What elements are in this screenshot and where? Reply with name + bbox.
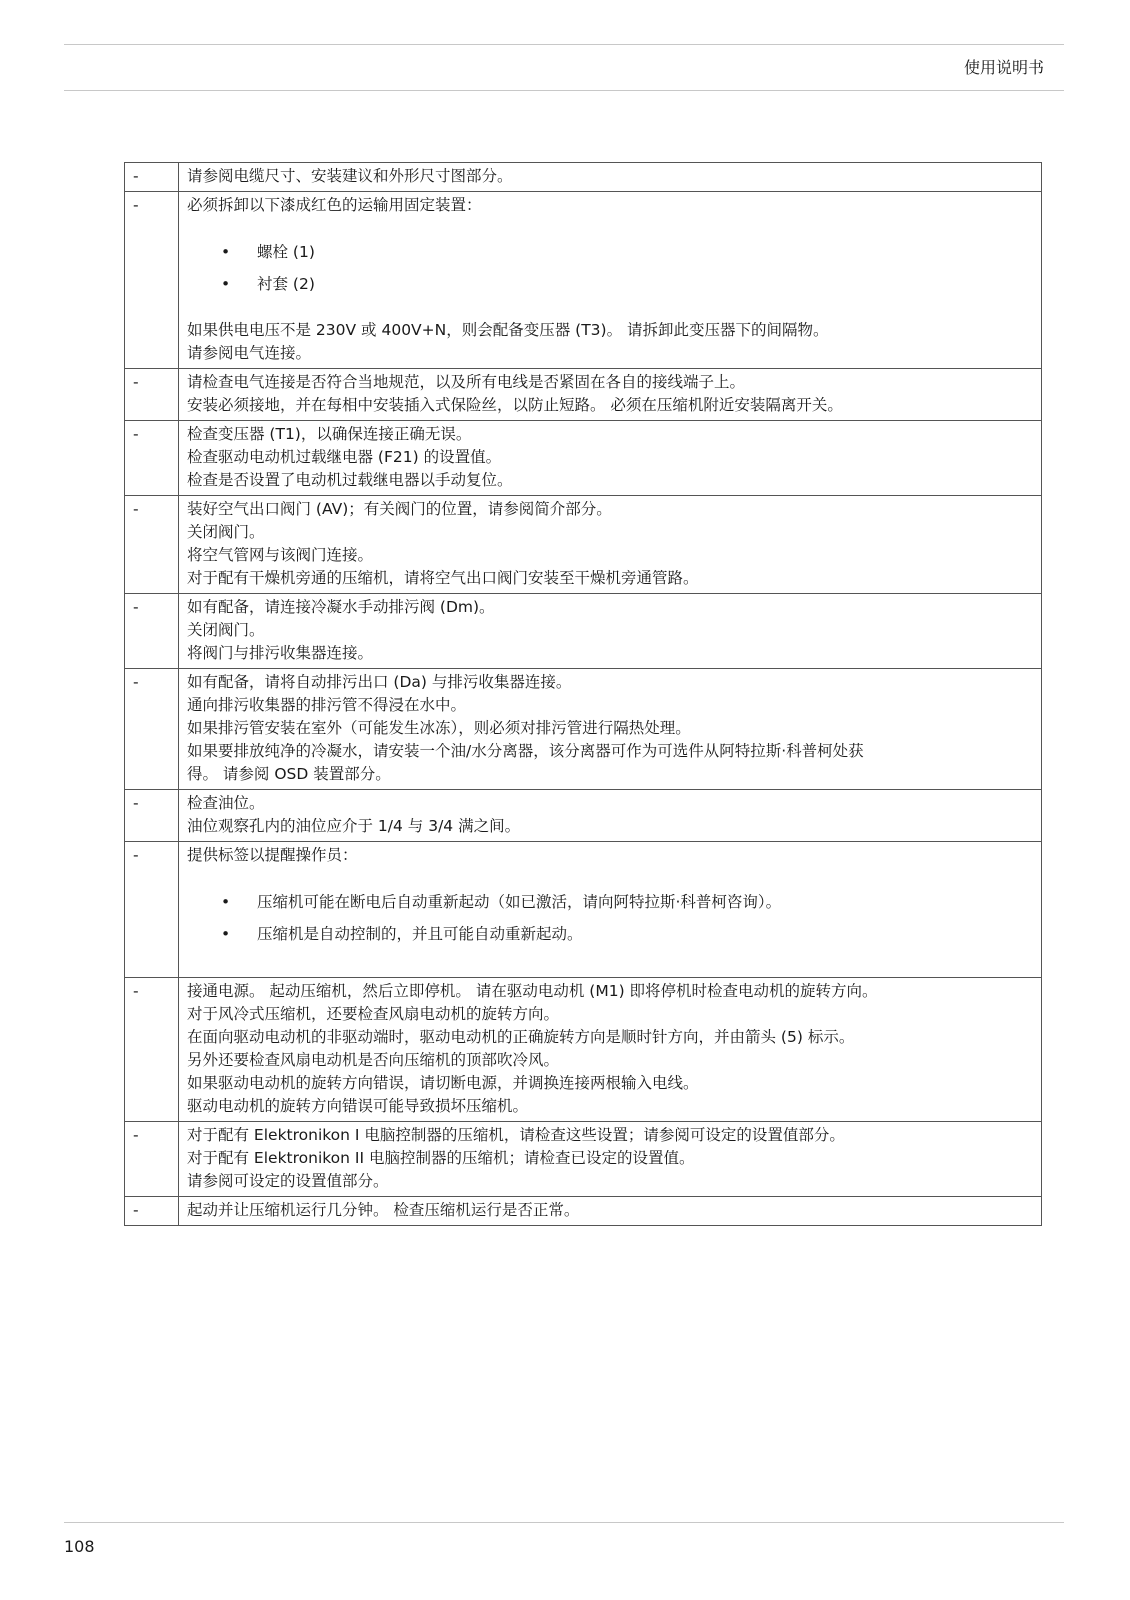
- bullet-text: 衬套 (2): [257, 275, 315, 293]
- bullet-icon: •: [221, 925, 231, 943]
- row-content: [179, 978, 1042, 1122]
- instruction-line: 对于风冷式压缩机，还要检查风扇电动机的旋转方向。: [187, 1005, 560, 1023]
- row-content: [179, 790, 1042, 842]
- row-dash: -: [125, 1197, 179, 1226]
- instruction-line: 驱动电动机的旋转方向错误可能导致损坏压缩机。: [187, 1097, 529, 1115]
- bullet-text: 压缩机是自动控制的，并且可能自动重新起动。: [257, 925, 583, 943]
- row-content: [179, 421, 1042, 496]
- instruction-line: 检查是否设置了电动机过载继电器以手动复位。: [187, 471, 513, 489]
- footer-rule: [64, 1522, 1064, 1523]
- bullet-item: [187, 268, 1033, 300]
- row-dash: -: [125, 421, 179, 496]
- row-dash: -: [125, 669, 179, 790]
- instruction-line: 装好空气出口阀门 (AV)；有关阀门的位置，请参阅简介部分。: [187, 500, 612, 518]
- checklist-body: [125, 163, 1042, 1226]
- instruction-line: 如有配备，请将自动排污出口 (Da) 与排污收集器连接。: [187, 673, 572, 691]
- document-title: 使用说明书: [963, 58, 1044, 77]
- instruction-line: 如果供电电压不是 230V 或 400V+N，则会配备变压器 (T3)。 请拆卸此变压器下的间隔物。: [187, 321, 829, 339]
- table-row: [125, 790, 1042, 842]
- bullet-icon: •: [221, 893, 231, 911]
- header-rule-bottom: [64, 90, 1064, 91]
- bullet-text: 螺栓 (1): [257, 243, 315, 261]
- row-content: [179, 594, 1042, 669]
- instruction-line: 对于配有 Elektronikon I 电脑控制器的压缩机，请检查这些设置；请参阅可设定的设置值部分。: [187, 1126, 845, 1144]
- instruction-line: 如果排污管安装在室外（可能发生冰冻），则必须对排污管进行隔热处理。: [187, 719, 691, 737]
- table-row: [125, 192, 1042, 369]
- row-dash: -: [125, 369, 179, 421]
- table-row: [125, 1197, 1042, 1226]
- row-dash: -: [125, 1122, 179, 1197]
- instruction-line: 检查变压器 (T1)，以确保连接正确无误。: [187, 425, 472, 443]
- bullet-icon: •: [221, 243, 231, 261]
- instruction-line: 起动并让压缩机运行几分钟。 检查压缩机运行是否正常。: [187, 1201, 580, 1219]
- row-content: [179, 369, 1042, 421]
- table-row: [125, 496, 1042, 594]
- bullet-item: [187, 886, 1033, 918]
- row-dash: -: [125, 790, 179, 842]
- row-content: [179, 192, 1042, 369]
- instruction-line: 油位观察孔内的油位应介于 1/4 与 3/4 满之间。: [187, 817, 521, 835]
- checklist-table: [124, 162, 1042, 1226]
- instruction-line: 如有配备，请连接冷凝水手动排污阀 (Dm)。: [187, 598, 495, 616]
- instruction-line: 关闭阀门。: [187, 523, 265, 541]
- row-dash: -: [125, 496, 179, 594]
- row-content: [179, 1122, 1042, 1197]
- row-dash: -: [125, 192, 179, 369]
- instruction-line: 对于配有 Elektronikon II 电脑控制器的压缩机；请检查已设定的设置值。: [187, 1149, 695, 1167]
- instruction-line: 如果驱动电动机的旋转方向错误，请切断电源，并调换连接两根输入电线。: [187, 1074, 699, 1092]
- table-row: [125, 978, 1042, 1122]
- row-content: [179, 669, 1042, 790]
- table-row: [125, 594, 1042, 669]
- instruction-line: 将空气管网与该阀门连接。: [187, 546, 374, 564]
- row-content: [179, 496, 1042, 594]
- table-row: [125, 163, 1042, 192]
- instruction-line: 接通电源。 起动压缩机，然后立即停机。 请在驱动电动机 (M1) 即将停机时检查电动机的旋转方向。: [187, 982, 878, 1000]
- row-content: [179, 1197, 1042, 1226]
- instruction-line: 关闭阀门。: [187, 621, 265, 639]
- instruction-line: 在面向驱动电动机的非驱动端时，驱动电动机的正确旋转方向是顺时针方向，并由箭头 (5) 标示。: [187, 1028, 855, 1046]
- instruction-line: 请参阅可设定的设置值部分。: [187, 1172, 389, 1190]
- instruction-line: 必须拆卸以下漆成红色的运输用固定装置：: [187, 196, 482, 214]
- instruction-line: 另外还要检查风扇电动机是否向压缩机的顶部吹冷风。: [187, 1051, 560, 1069]
- header-rule-top: [64, 44, 1064, 45]
- table-row: [125, 669, 1042, 790]
- instruction-line: 检查油位。: [187, 794, 265, 812]
- instruction-line: 请参阅电缆尺寸、安装建议和外形尺寸图部分。: [187, 167, 513, 185]
- bullet-text: 压缩机可能在断电后自动重新起动（如已激活，请向阿特拉斯·科普柯咨询）。: [257, 893, 782, 911]
- table-row: [125, 842, 1042, 978]
- instruction-line: 对于配有干燥机旁通的压缩机，请将空气出口阀门安装至干燥机旁通管路。: [187, 569, 699, 587]
- bullet-item: [187, 918, 1033, 950]
- table-row: [125, 421, 1042, 496]
- instruction-line: 将阀门与排污收集器连接。: [187, 644, 374, 662]
- instruction-line: 检查驱动电动机过载继电器 (F21) 的设置值。: [187, 448, 502, 466]
- bullet-icon: •: [221, 275, 231, 293]
- row-content: [179, 163, 1042, 192]
- instruction-line: 请参阅电气连接。: [187, 344, 312, 362]
- row-dash: -: [125, 163, 179, 192]
- table-row: [125, 1122, 1042, 1197]
- table-row: [125, 369, 1042, 421]
- bullet-item: [187, 236, 1033, 268]
- instruction-line: 得。 请参阅 OSD 装置部分。: [187, 765, 391, 783]
- instruction-line: 如果要排放纯净的冷凝水，请安装一个油/水分离器，该分离器可作为可选件从阿特拉斯·科普柯处获: [187, 742, 864, 760]
- instruction-line: 通向排污收集器的排污管不得浸在水中。: [187, 696, 467, 714]
- page-number: 108: [64, 1537, 95, 1556]
- instruction-line: 提供标签以提醒操作员：: [187, 846, 358, 864]
- row-dash: -: [125, 594, 179, 669]
- instruction-line: 请检查电气连接是否符合当地规范，以及所有电线是否紧固在各自的接线端子上。: [187, 373, 746, 391]
- row-content: [179, 842, 1042, 978]
- row-dash: -: [125, 842, 179, 978]
- instruction-line: 安装必须接地，并在每相中安装插入式保险丝，以防止短路。 必须在压缩机附近安装隔离开关。: [187, 396, 843, 414]
- row-dash: -: [125, 978, 179, 1122]
